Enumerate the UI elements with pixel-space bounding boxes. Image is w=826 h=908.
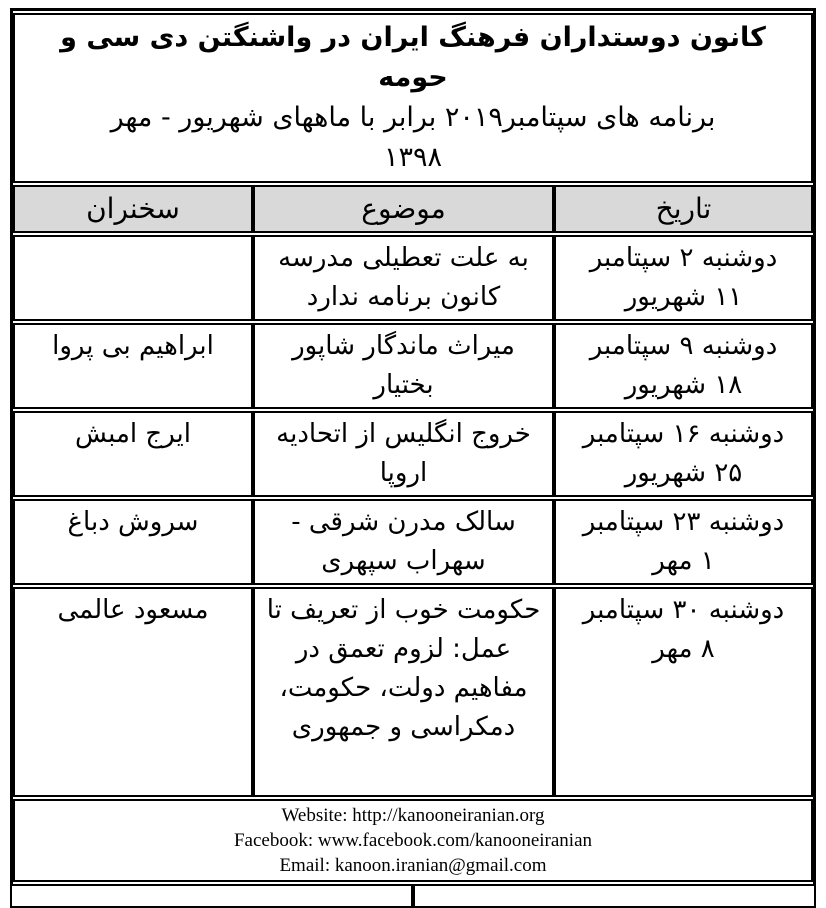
table-row <box>13 323 813 409</box>
topic-cell: حکومت خوب از تعریف تا عمل: لزوم تعمق در مفاهیم دولت، حکومت، دمکراسی و جمهوری <box>253 587 554 797</box>
header-topic: موضوع <box>253 185 554 233</box>
topic-cell: به علت تعطیلی مدرسه کانون برنامه ندارد <box>253 235 554 321</box>
date-persian: ۱ مهر <box>652 546 715 576</box>
date-persian: ۲۵ شهریور <box>624 458 743 488</box>
speaker-cell: مسعود عالمی <box>13 587 253 797</box>
email-line <box>19 853 807 878</box>
speaker-cell <box>13 235 253 321</box>
title-block <box>13 13 813 183</box>
contact-row <box>13 799 813 882</box>
email-address: kanoon.iranian@gmail.com <box>334 855 547 876</box>
facebook-url: www.facebook.com/kanooneiranian <box>317 830 593 851</box>
schedule-table <box>10 8 816 884</box>
speaker-cell: سروش دباغ <box>13 499 253 585</box>
next-section-partial-row <box>10 884 816 908</box>
date-gregorian: دوشنبه ۹ سپتامبر <box>589 331 778 361</box>
date-cell <box>554 499 813 585</box>
date-gregorian: دوشنبه ۲۳ سپتامبر <box>582 507 785 537</box>
website-label: Website: <box>281 805 348 826</box>
facebook-label: Facebook: <box>233 830 314 851</box>
date-persian: ۸ مهر <box>652 634 715 664</box>
date-persian: ۱۱ شهریور <box>624 282 743 312</box>
title-subtitle: برنامه های سپتامبر۲۰۱۹ برابر با ماههای شهریور - مهر <box>110 102 716 133</box>
date-cell <box>554 235 813 321</box>
date-cell <box>554 323 813 409</box>
table-row <box>13 499 813 585</box>
topic-cell: میراث ماندگار شاپور بختیار <box>253 323 554 409</box>
topic-cell: خروج انگلیس از اتحادیه اروپا <box>253 411 554 497</box>
date-gregorian: دوشنبه ۲ سپتامبر <box>589 243 778 273</box>
date-cell <box>554 411 813 497</box>
contact-block <box>13 799 813 882</box>
speaker-cell: ایرج امبش <box>13 411 253 497</box>
table-row <box>13 411 813 497</box>
speaker-cell: ابراهیم بی پروا <box>13 323 253 409</box>
title-row <box>13 13 813 183</box>
header-speaker: سخنران <box>13 185 253 233</box>
facebook-line <box>19 828 807 853</box>
date-cell <box>554 587 813 797</box>
topic-cell: سالک مدرن شرقی - سهراب سپهری <box>253 499 554 585</box>
next-section-cell-right <box>10 884 413 908</box>
table-row <box>13 587 813 797</box>
header-row <box>13 185 813 233</box>
date-gregorian: دوشنبه ۱۶ سپتامبر <box>582 419 785 449</box>
header-date: تاریخ <box>554 185 813 233</box>
org-title: کانون دوستداران فرهنگ ایران در واشنگتن دی سی و حومه <box>60 22 766 93</box>
website-url: http://kanooneiranian.org <box>352 805 545 826</box>
table-row <box>13 235 813 321</box>
date-gregorian: دوشنبه ۳۰ سپتامبر <box>582 595 785 625</box>
email-label: Email: <box>279 855 331 876</box>
title-year: ۱۳۹۸ <box>383 142 442 173</box>
website-line <box>19 803 807 828</box>
next-section-cell-left <box>413 884 816 908</box>
date-persian: ۱۸ شهریور <box>624 370 743 400</box>
